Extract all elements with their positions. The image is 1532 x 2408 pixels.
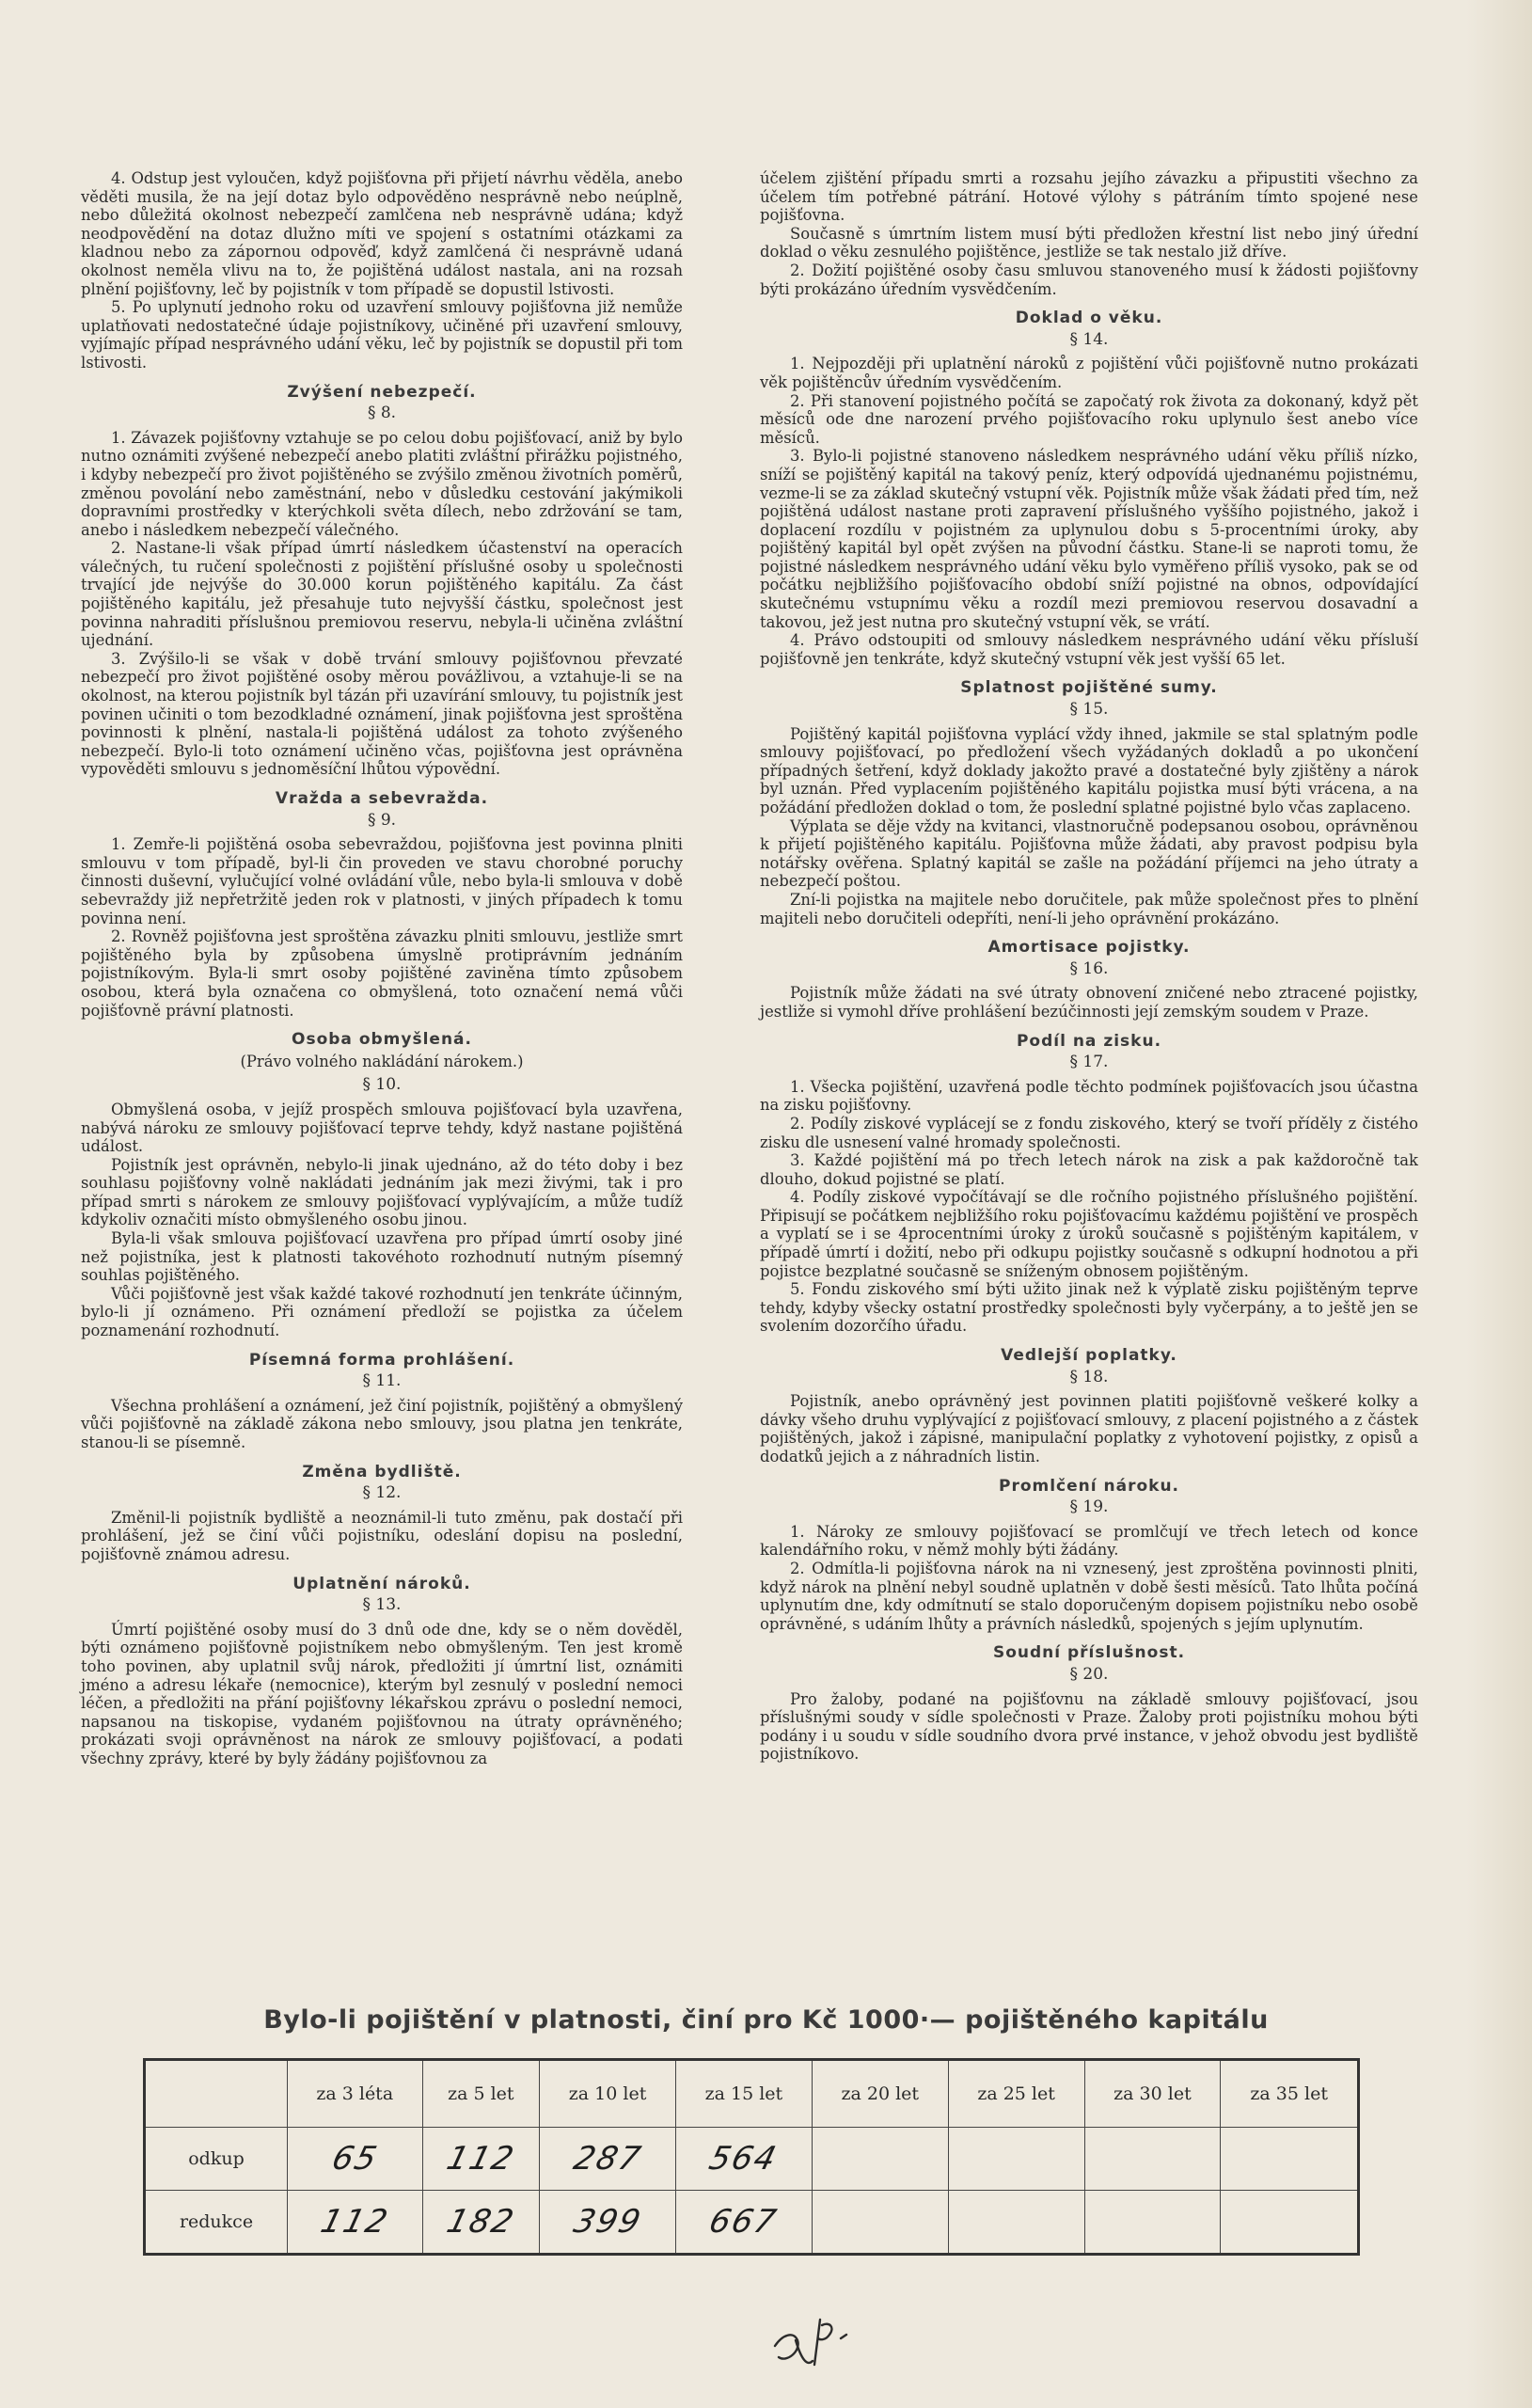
paragraph (760, 725, 1418, 817)
paragraph (760, 1188, 1418, 1280)
handwritten-value: 112 (316, 2203, 393, 2241)
paragraph-text: 4. Právo odstoupiti od smlouvy následkem nesprávného udání věku přísluší pojišťovně jen tenkráte, když skutečný vstupní věk jest vyšší 65 let. (760, 631, 1418, 668)
paragraph (81, 169, 683, 298)
section-title: Zvýšení nebezpečí. (287, 382, 477, 402)
column-header: za 35 let (1221, 2060, 1359, 2128)
column-header: za 30 let (1084, 2060, 1221, 2128)
section-number: § 13. (362, 1595, 402, 1615)
table-cell (1084, 2128, 1221, 2191)
paragraph (760, 1560, 1418, 1633)
surrender-value-table (143, 2058, 1360, 2256)
paragraph (760, 1392, 1418, 1465)
paragraph (760, 447, 1418, 631)
header-corner-cell (145, 2060, 288, 2128)
paragraph-text: Vůči pojišťovně jest však každé takové rozhodnutí jen tenkráte účinným, bylo-li jí oznámeno. Při oznámení předloží se pojistka za účelem poznamenání rozhodnutí. (81, 1284, 683, 1340)
section-number: § 8. (367, 404, 397, 423)
page-edge-stain (1466, 0, 1532, 2408)
handwritten-value: 112 (442, 2140, 519, 2178)
paragraph (81, 429, 683, 540)
table-cell (422, 2128, 540, 2191)
paragraph-text: 3. Každé pojištění má po třech letech nárok na zisk a pak každoročně tak dlouho, dokud pojistné se platí. (760, 1151, 1418, 1188)
section-title: Podíl na zisku. (1016, 1031, 1162, 1051)
paragraph (81, 1285, 683, 1340)
section-title: Osoba obmyšlená. (292, 1030, 472, 1050)
paragraph (760, 1280, 1418, 1336)
paragraph-text: Obmyšlená osoba, v jejíž prospěch smlouva pojišťovací byla uzavřena, nabývá nároku ze smlouvy pojišťovací teprve tehdy, když nastane pojištěná událost. (81, 1100, 683, 1156)
paragraph (81, 1156, 683, 1229)
table-row-redukce (145, 2191, 1359, 2255)
paragraph (760, 1078, 1418, 1115)
paragraph-text: 2. Odmítla-li pojišťovna nárok na ni vznesený, jest zproštěna povinnosti plniti, když nárok na plnění nebyl soudně uplatněn v době šesti měsíců. Tato lhůta počíná uplynutím dne, kdy odmítnutí se stalo doporučeným dopisem pojistníku nebo osobě oprávněné, s udáním lhůty a právních následků, spojených s jejím uplynutím. (760, 1559, 1418, 1633)
paragraph-text: 4. Podíly ziskové vypočítávají se dle ročního pojistného příslušného pojištění. Připisují se počátkem nejbližšího roku pojišťovacímu každému pojištění ve prospěch a vyplatí se i se 4procentními úroky z úroků současně s pojištěným kapitálem, v případě úmrtí i dožití, nebo při odkupu pojistky současně s odkupní hodnotou a při pojistce bezplatné současně se sníženým obnosem pojištěným. (760, 1188, 1418, 1280)
paragraph (760, 1115, 1418, 1151)
paragraph-text: Zní-li pojistka na majitele nebo doručitele, pak může společnost přes to plnění majiteli nebo doručiteli odepříti, není-li jeho oprávnění prokázáno. (760, 890, 1418, 927)
section-number: § 20. (1069, 1664, 1109, 1684)
paragraph (81, 650, 683, 779)
table-cell (676, 2128, 813, 2191)
row-label: redukce (145, 2191, 288, 2255)
column-header: za 20 let (812, 2060, 948, 2128)
paragraph-text: 1. Všecka pojištění, uzavřená podle těchto podmínek pojišťovacích jsou účastna na zisku pojišťovny. (760, 1077, 1418, 1115)
table-row-odkup (145, 2128, 1359, 2191)
paragraph-text: Výplata se děje vždy na kvitanci, vlastnoručně podepsanou osobou, oprávněnou k přijetí pojištěného kapitálu. Pojišťovna může žádati, aby pravost podpisu byla notářsky ověřena. Splatný kapitál se zašle na požádání příjemci na jeho útraty a nebezpečí poštou. (760, 816, 1418, 891)
handwritten-value: 399 (569, 2203, 646, 2241)
table-cell (422, 2191, 540, 2255)
handwritten-value: 65 (327, 2140, 382, 2178)
table-cell (540, 2128, 676, 2191)
column-header: za 5 let (422, 2060, 540, 2128)
table-cell (812, 2128, 948, 2191)
table-cell (1221, 2128, 1359, 2191)
column-header: za 25 let (948, 2060, 1084, 2128)
paragraph-text: 3. Bylo-li pojistné stanoveno následkem nesprávného udání věku příliš nízko, sníží se pojištěný kapitál na takový peníz, který odpovídá ujednanému pojistnému, vezme-li se za základ skutečný vstupní věk. Pojistník může však žádati před tím, než pojištěná událost nastane proti zapravení příslušného vyššího pojistného, jakož i doplacení rozdílu v pojistném za uplynulou dobu s 5-procentními úroky, aby pojištěný kapitál byl opět zvýšen na původní částku. Stane-li se naproti tomu, že pojistné následkem nesprávného udání věku bylo vyměřeno příliš vysoko, pak se od počátku nejbližšího pojišťovacího období sníží pojistné na obnos, odpovídající skutečnému vstupnímu věku a rozdíl mezi premiovou reservou dosavadní a takovou, jež jest nutna pro skutečný vstupní věk, se vrátí. (760, 447, 1418, 631)
handwritten-value: 564 (705, 2140, 782, 2178)
section-title: Změna bydliště. (302, 1462, 462, 1481)
paragraph (81, 835, 683, 927)
paragraph (81, 1509, 683, 1564)
section-number: § 14. (1069, 329, 1109, 349)
paragraph (760, 355, 1418, 391)
section-title: Písemná forma prohlášení. (248, 1350, 515, 1370)
section-title: Doklad o věku. (1015, 309, 1163, 328)
section-number: § 18. (1069, 1367, 1109, 1386)
table-cell (948, 2128, 1084, 2191)
paragraph (81, 539, 683, 650)
handwritten-value: 182 (442, 2203, 519, 2241)
table-cell (676, 2191, 813, 2255)
paragraph-text: 4. Odstup jest vyloučen, když pojišťovna při přijetí návrhu věděla, anebo věděti musila, že na její dotaz bylo odpověděno nesprávně nebo neúplně, nebo důležitá okolnost nebezpečí zamlčena neb nesprávně udána; když neodpovědění na dotaz dlužno míti ve spojení s ostatními otázkami za kladnou nebo za zápornou odpověď, když zamlčená či nesprávně udaná okolnost neměla vlivu na to, že pojištěná událost nastala, ani na rozsah plnění pojišťovny, leč by pojistník v tom případě se dopustil lstivosti. (81, 169, 683, 298)
section-number: § 10. (362, 1075, 402, 1095)
paragraph-text: Byla-li však smlouva pojišťovací uzavřena pro případ úmrtí osoby jiné než pojistníka, jest k platnosti takovéhoto rozhodnutí nutným písemný souhlas pojištěného. (81, 1229, 683, 1285)
paragraph (760, 261, 1418, 298)
paragraph (760, 392, 1418, 448)
section-title: Vražda a sebevražda. (275, 789, 489, 808)
paragraph-text: 1. Nejpozději při uplatnění nároků z pojištění vůči pojišťovně nutno prokázati věk pojištěncův úředním vysvědčením. (760, 355, 1418, 391)
paragraph-text: Pojistník, anebo oprávněný jest povinnen platiti pojišťovně veškeré kolky a dávky všeho druhu vyplývající z pojišťovací smlouvy, z placení pojistného a z částek pojištěných, jakož i zápisné, manipulační poplatky z vyhotovení pojistky, z opisů a dodatků jejich a z náhradních listin. (760, 1392, 1418, 1465)
table-cell (288, 2128, 423, 2191)
section-title: Uplatnění nároků. (292, 1574, 471, 1593)
paragraph-text: Změnil-li pojistník bydliště a neoznámil-li tuto změnu, pak dostačí při prohlášení, jež se činí vůči pojistníku, odeslání dopisu na poslední, pojišťovně známou adresu. (81, 1508, 683, 1563)
paragraph-text: Pojištěný kapitál pojišťovna vyplácí vždy ihned, jakmile se stal splatným podle smlouvy pojišťovací, po předložení všech vyžádaných dokladů a po ukončení případných šetření, když doklady jakožto pravé a dostatečné byly zjištěny a nárok byl uznán. Před vyplacením pojištěného kapitálu pojistka musí býti vrácena, a na požádání předložen doklad o tom, že poslední splatné pojistné bylo včas zaplaceno. (760, 724, 1418, 816)
paragraph (760, 1151, 1418, 1188)
section-number: § 19. (1069, 1497, 1109, 1517)
column-header: za 3 léta (288, 2060, 423, 2128)
paragraph-text: Pojistník jest oprávněn, nebylo-li jinak ujednáno, až do této doby i bez souhlasu pojišťovny volně nakládati jednáním jak mezi živými, tak i pro případ smrti s nárokem ze smlouvy pojišťovací vyplývajícím, a může tudíž kdykoliv označiti místo obmyšleného osobu jinou. (81, 1155, 683, 1229)
paragraph (81, 1229, 683, 1285)
section-number: § 17. (1069, 1053, 1109, 1072)
left-column (81, 169, 683, 1768)
paragraph-text: 2. Při stanovení pojistného počítá se započatý rok života za dokonaný, když pět měsíců ode dne narození prvého pojišťovacího roku uplynulo šest anebo více měsíců. (760, 391, 1418, 447)
paragraph (760, 225, 1418, 261)
section-title: Splatnost pojištěné sumy. (960, 678, 1218, 698)
paragraph (81, 1621, 683, 1768)
handwritten-value: 667 (705, 2203, 782, 2241)
section-title: Soudní příslušnost. (992, 1643, 1186, 1663)
paragraph (760, 891, 1418, 927)
right-column (760, 169, 1418, 1764)
paragraph-text: Úmrtí pojištěné osoby musí do 3 dnů ode dne, kdy se o něm dověděl, býti oznámeno pojišťovně pojistníkem nebo obmyšleným. Ten jest kromě toho povinen, aby uplatnil svůj nárok, předložiti jí úmrtní list, oznámiti jméno a adresu lékaře (nemocnice), kterým byl zesnulý v poslední nemoci léčen, a předložiti na přání pojišťovny lékařskou zprávu o poslední nemoci, napsanou na tiskopise, vydaném pojišťovnou na útraty oprávněného; prokázati svoji oprávněnost na nárok ze smlouvy pojišťovací, a podati všechny zprávy, které by byly žádány pojišťovnou za (81, 1620, 683, 1767)
paragraph-text: 1. Nároky ze smlouvy pojišťovací se promlčují ve třech letech od konce kalendářního roku, v němž mohly býti žádány. (760, 1522, 1418, 1560)
section-number: § 11. (362, 1371, 402, 1391)
paragraph-text: 1. Závazek pojišťovny vztahuje se po celou dobu pojišťovací, aniž by bylo nutno oznámiti zvýšené nebezpečí anebo platiti zvláštní přirážku pojistného, i kdyby nebezpečí pro život pojištěného se zvýšilo změnou životních poměrů, změnou povolání nebo zaměstnání, nebo v důsledku cestování jakýmikoli dopravními prostředky v kterýchkoli světa dílech, nebo zdržování se tam, anebo i následkem nebezpečí válečného. (81, 428, 683, 539)
paragraph-text: Všechna prohlášení a oznámení, jež činí pojistník, pojištěný a obmyšlený vůči pojišťovně na základě zákona nebo smlouvy, jsou platna jen tenkráte, stanou-li se písemně. (81, 1396, 683, 1451)
section-title: Promlčení nároku. (998, 1476, 1180, 1496)
paragraph-text: 5. Po uplynutí jednoho roku od uzavření smlouvy pojišťovna již nemůže uplatňovati nedostatečné údaje pojistníkovy, učiněné při uzavření smlouvy, vyjímajíc případ nesprávného udání věku, leč by pojistník se dopustil při tom lstivosti. (81, 298, 683, 372)
column-header: za 10 let (540, 2060, 676, 2128)
paragraph (81, 1397, 683, 1452)
table-cell (1221, 2191, 1359, 2255)
paragraph (760, 631, 1418, 668)
paragraph (760, 1690, 1418, 1764)
section-title: Amortisace pojistky. (987, 938, 1191, 958)
table-cell (288, 2191, 423, 2255)
paragraph-text: 2. Rovněž pojišťovna jest sproštěna závazku plniti smlouvu, jestliže smrt pojištěného byla by způsobena úmyslně protiprávním jednáním pojistníkovým. Byla-li smrt osoby pojištěné zaviněna tímto způsobem osobou, která byla označena co obmyšlená, toto označení nemá vůči pojišťovně právní platnosti. (81, 927, 683, 1020)
paragraph-text: 2. Dožití pojištěné osoby času smluvou stanoveného musí k žádosti pojišťovny býti prokázáno úředním vysvědčením. (760, 261, 1418, 298)
paragraph-text: 2. Podíly ziskové vyplácejí se z fondu ziskového, který se tvoří příděly z čistého zisku dle usnesení valné hromady společnosti. (760, 1114, 1418, 1151)
section-subtitle: (Právo volného nakládání nárokem.) (240, 1052, 524, 1070)
paragraph-text: Pojistník může žádati na své útraty obnovení zničené nebo ztracené pojistky, jestliže si vymohl dříve prohlášení bezúčinnosti její zemským soudem v Praze. (760, 984, 1418, 1021)
section-number: § 9. (367, 810, 397, 830)
paragraph-text: 3. Zvýšilo-li se však v době trvání smlouvy pojišťovnou převzaté nebezpečí pro život pojištěné osoby měrou povážlivou, a vztahuje-li se na okolnost, na kterou pojistník byl tázán při uzavírání smlouvy, tu pojistník jest povinen učiniti o tom bezodkladné oznámení, jinak pojišťovna jest sproštěna povinnosti k plnění, nastala-li pojištěná událost za tohoto zvýšeného nebezpečí. Bylo-li toto oznámení učiněno včas, pojišťovna jest oprávněna vypověděti smlouvu s jednoměsíční lhůtou výpovědní. (81, 649, 683, 779)
section-number: § 12. (362, 1483, 402, 1503)
paragraph-text: 1. Zemře-li pojištěná osoba sebevraždou, pojišťovna jest povinna plniti smlouvu v tom případě, byl-li čin proveden ve stavu chorobné poruchy činnosti duševní, vylučující volné ovládání vůle, nebo byla-li smlouva v době sebevraždy již nepřetržitě jeden rok v platnosti, v jiných případech k tomu povinna není. (81, 835, 683, 927)
section-title: Vedlejší poplatky. (1001, 1346, 1177, 1366)
paragraph-text: Pro žaloby, podané na pojišťovnu na základě smlouvy pojišťovací, jsou příslušnými soudy v sídle společnosti v Praze. Žaloby proti pojistníku mohou býti podány i u soudu v sídle soudního dvora prvé instance, v jehož obvodu jest bydliště pojistníkovo. (760, 1689, 1418, 1764)
table-title: Bylo-li pojištění v platnosti, činí pro Kč 1000·— pojištěného kapitálu (263, 2005, 1269, 2035)
paragraph (81, 298, 683, 372)
handwritten-value: 287 (569, 2140, 646, 2178)
paragraph-text: 5. Fondu ziskového smí býti užito jinak než k výplatě zisku pojištěným teprve tehdy, kdyby všecky ostatní prostředky společnosti byly vyčerpány, a to ještě jen se svolením dozorčího úřadu. (760, 1280, 1418, 1336)
paragraph (760, 984, 1418, 1021)
paragraph (81, 1101, 683, 1156)
paragraph (760, 1523, 1418, 1560)
paragraph-text: účelem zjištění případu smrti a rozsahu jejího závazku a připustiti všechno za účelem tím potřebné pátrání. Hotové výlohy s pátráním tímto spojené nese pojišťovna. (760, 169, 1418, 225)
table-cell (812, 2191, 948, 2255)
handwritten-signature (769, 2306, 873, 2382)
section-number: § 16. (1069, 958, 1109, 978)
paragraph (760, 169, 1418, 225)
paragraph-text: Současně s úmrtním listem musí býti předložen křestní list nebo jiný úřední doklad o věku zesnulého pojištěnce, jestliže se tak nestalo již dříve. (760, 224, 1418, 261)
table-cell (1084, 2191, 1221, 2255)
section-number: § 15. (1069, 700, 1109, 720)
paragraph (81, 927, 683, 1020)
table-cell (540, 2191, 676, 2255)
column-header: za 15 let (676, 2060, 813, 2128)
row-label: odkup (145, 2128, 288, 2191)
table-header-row (145, 2060, 1359, 2128)
table-cell (948, 2191, 1084, 2255)
paragraph-text: 2. Nastane-li však případ úmrtí následkem účastenství na operacích válečných, tu ručení společnosti z pojištění příslušné osoby u společnosti trvající jde nejvýše do 30.000 korun pojištěného kapitálu. Za část pojištěného kapitálu, jež přesahuje tuto nejvyšší částku, společnost jest povinna nahraditi příslušnou premiovou reservu, nebyla-li učiněna zvláštní ujednání. (81, 539, 683, 650)
paragraph (760, 817, 1418, 891)
